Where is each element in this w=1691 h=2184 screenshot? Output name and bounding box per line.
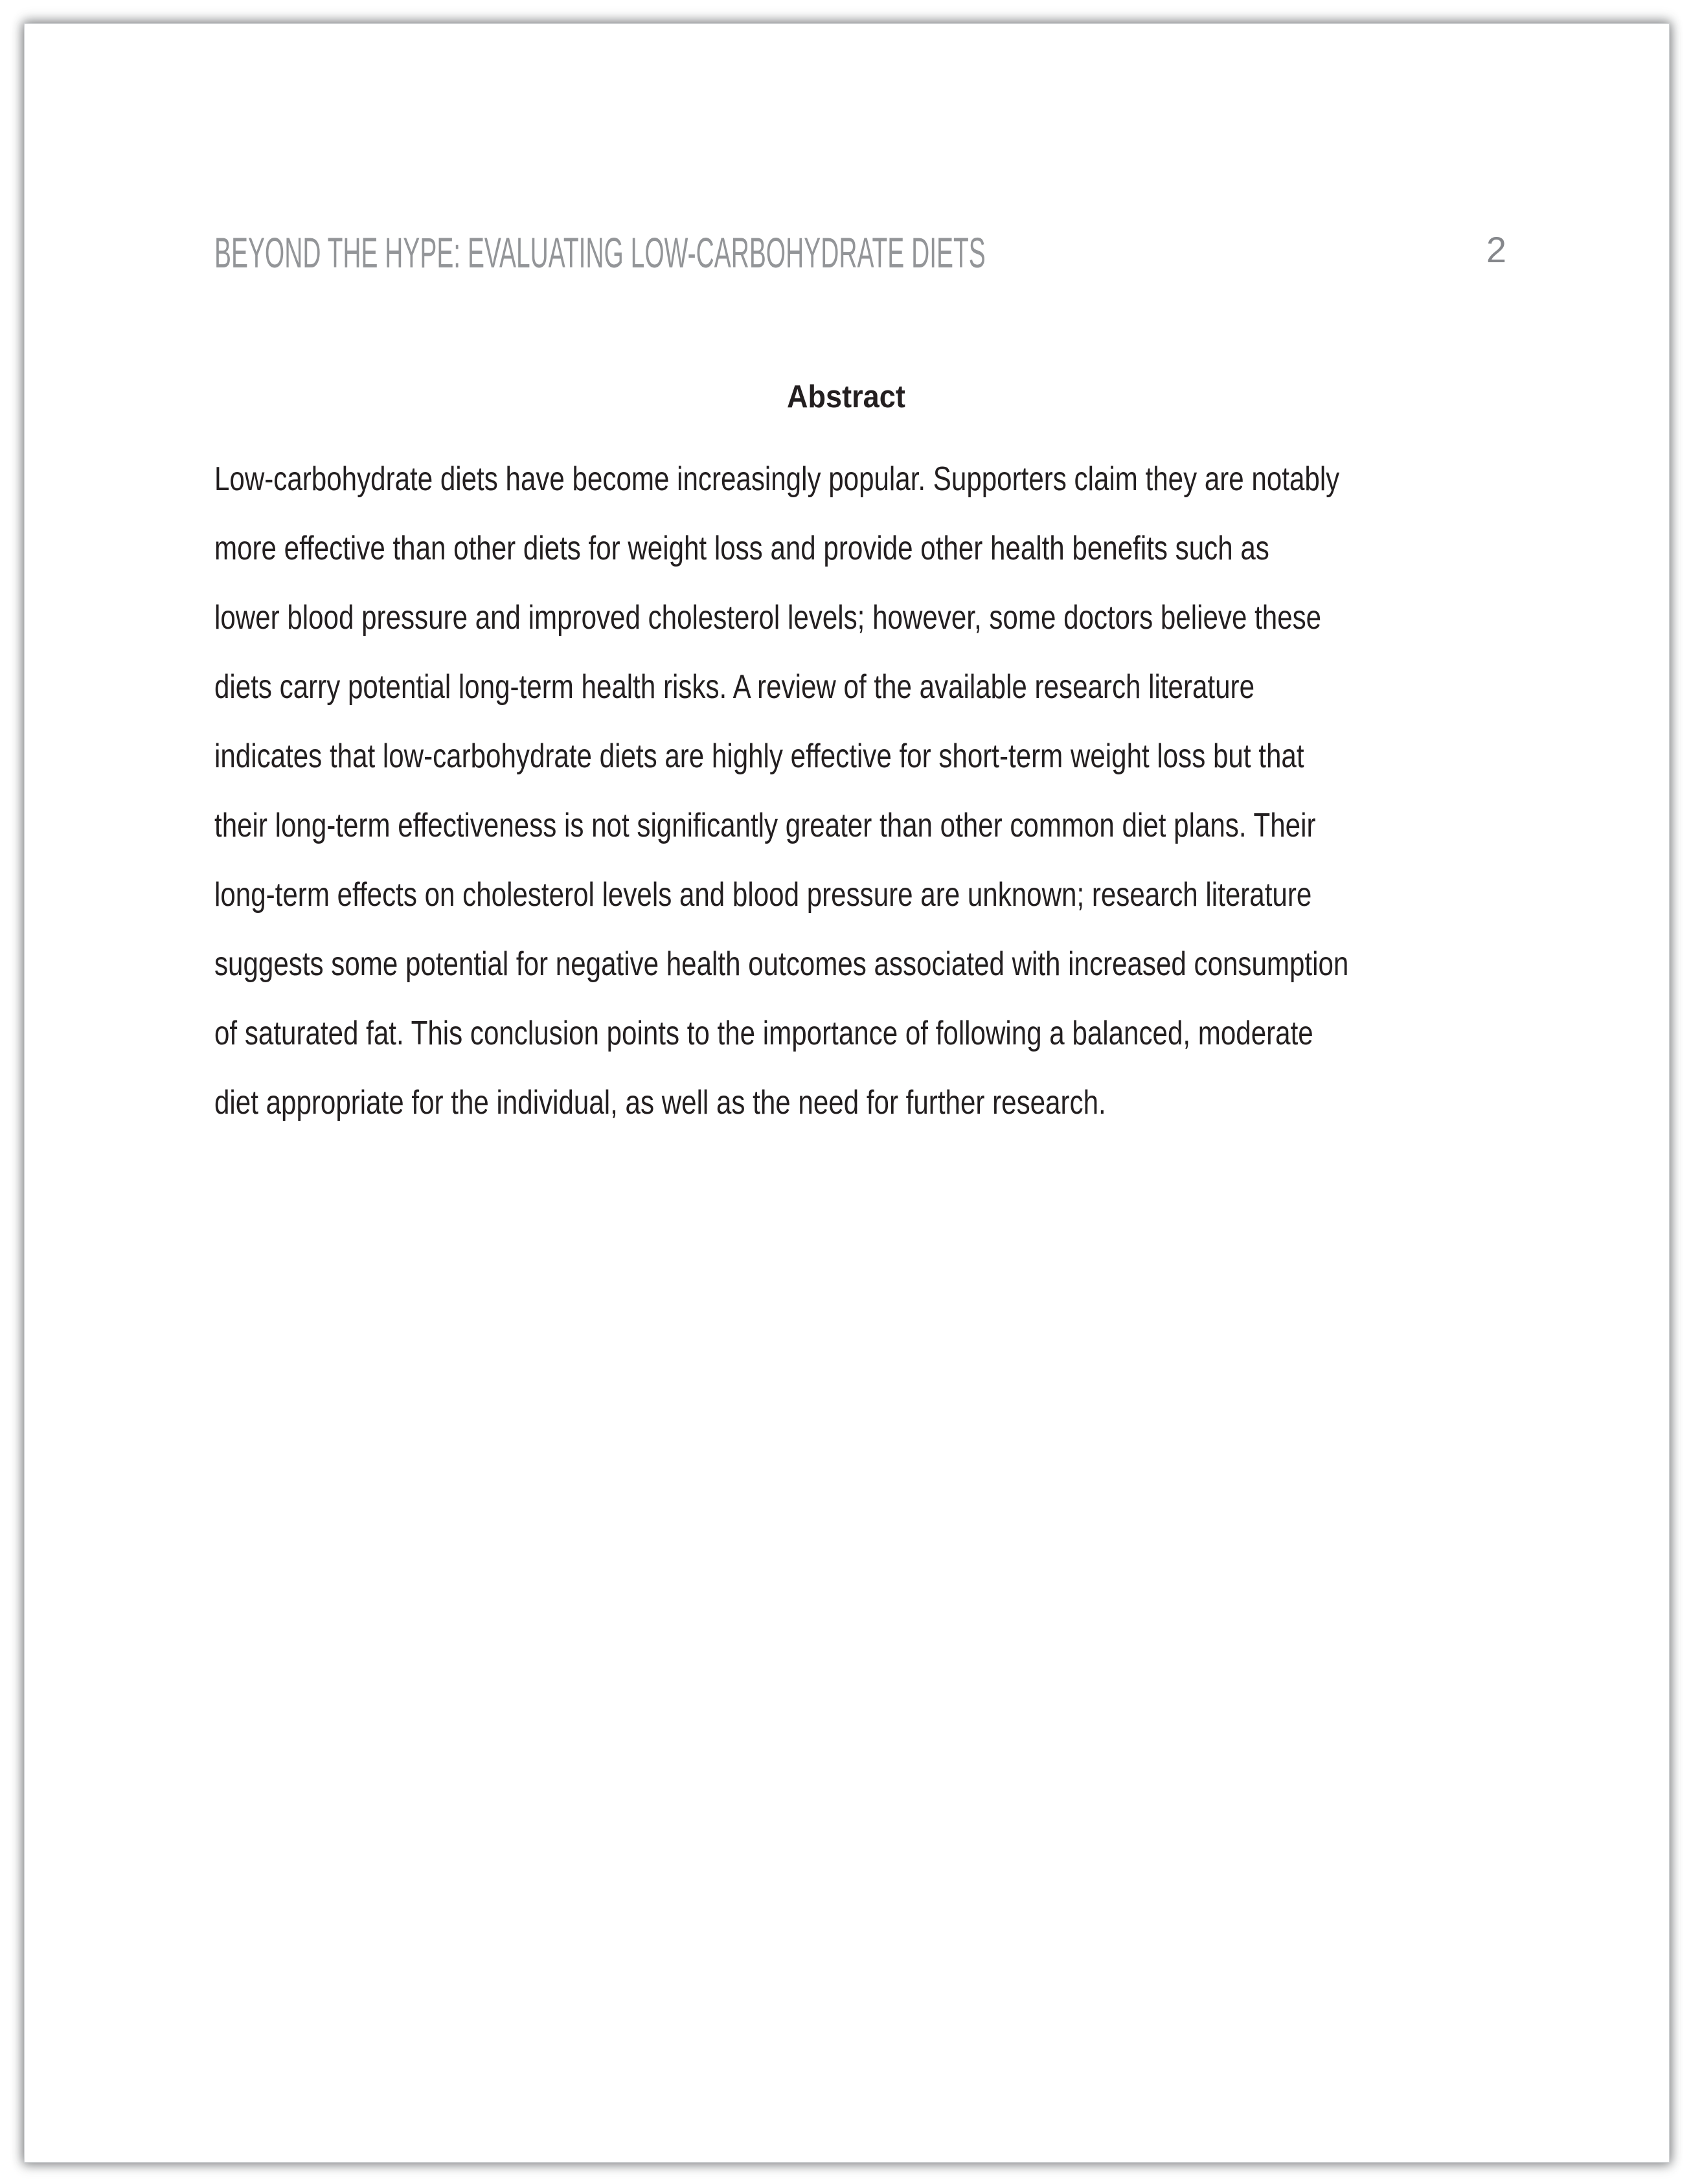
abstract-line-3-text: lower blood pressure and improved cholesterol levels; however, some doctors believe these <box>214 599 1322 636</box>
abstract-line-8 <box>214 930 1477 999</box>
abstract-line-4-text: diets carry potential long-term health risks. A review of the available research literature <box>214 668 1255 706</box>
abstract-line-5-text: indicates that low-carbohydrate diets are highly effective for short-term weight loss but that <box>214 737 1304 775</box>
running-head-title: BEYOND THE HYPE: EVALUATING LOW-CARBOHYDRATE DIETS <box>214 229 986 276</box>
abstract-line-1-text: Low-carbohydrate diets have become increasingly popular. Supporters claim they are notably <box>214 460 1340 498</box>
page-number: 2 <box>1486 229 1506 270</box>
abstract-line-1 <box>214 445 1477 514</box>
abstract-line-3 <box>214 583 1477 653</box>
abstract-line-2 <box>214 514 1477 583</box>
abstract-heading-text: Abstract <box>786 379 905 414</box>
abstract-paragraph <box>214 445 1477 1138</box>
abstract-line-6 <box>214 791 1477 861</box>
abstract-line-8-text: suggests some potential for negative health outcomes associated with increased consumption <box>214 945 1349 983</box>
abstract-line-5 <box>214 722 1477 791</box>
abstract-line-10-text: diet appropriate for the individual, as well as the need for further research. <box>214 1084 1106 1121</box>
abstract-line-9-text: of saturated fat. This conclusion points to the importance of following a balanced, moderate <box>214 1015 1313 1052</box>
abstract-line-4 <box>214 653 1477 722</box>
running-head-row <box>214 220 1506 285</box>
abstract-line-2-text: more effective than other diets for weight loss and provide other health benefits such as <box>214 530 1269 567</box>
abstract-line-10 <box>214 1068 1477 1138</box>
paper-page <box>24 23 1670 2163</box>
abstract-heading <box>214 377 1477 416</box>
abstract-line-9 <box>214 999 1477 1068</box>
abstract-line-6-text: their long-term effectiveness is not significantly greater than other common diet plans. Their <box>214 807 1316 844</box>
abstract-line-7-text: long-term effects on cholesterol levels and blood pressure are unknown; research literature <box>214 876 1312 914</box>
abstract-line-7 <box>214 861 1477 930</box>
